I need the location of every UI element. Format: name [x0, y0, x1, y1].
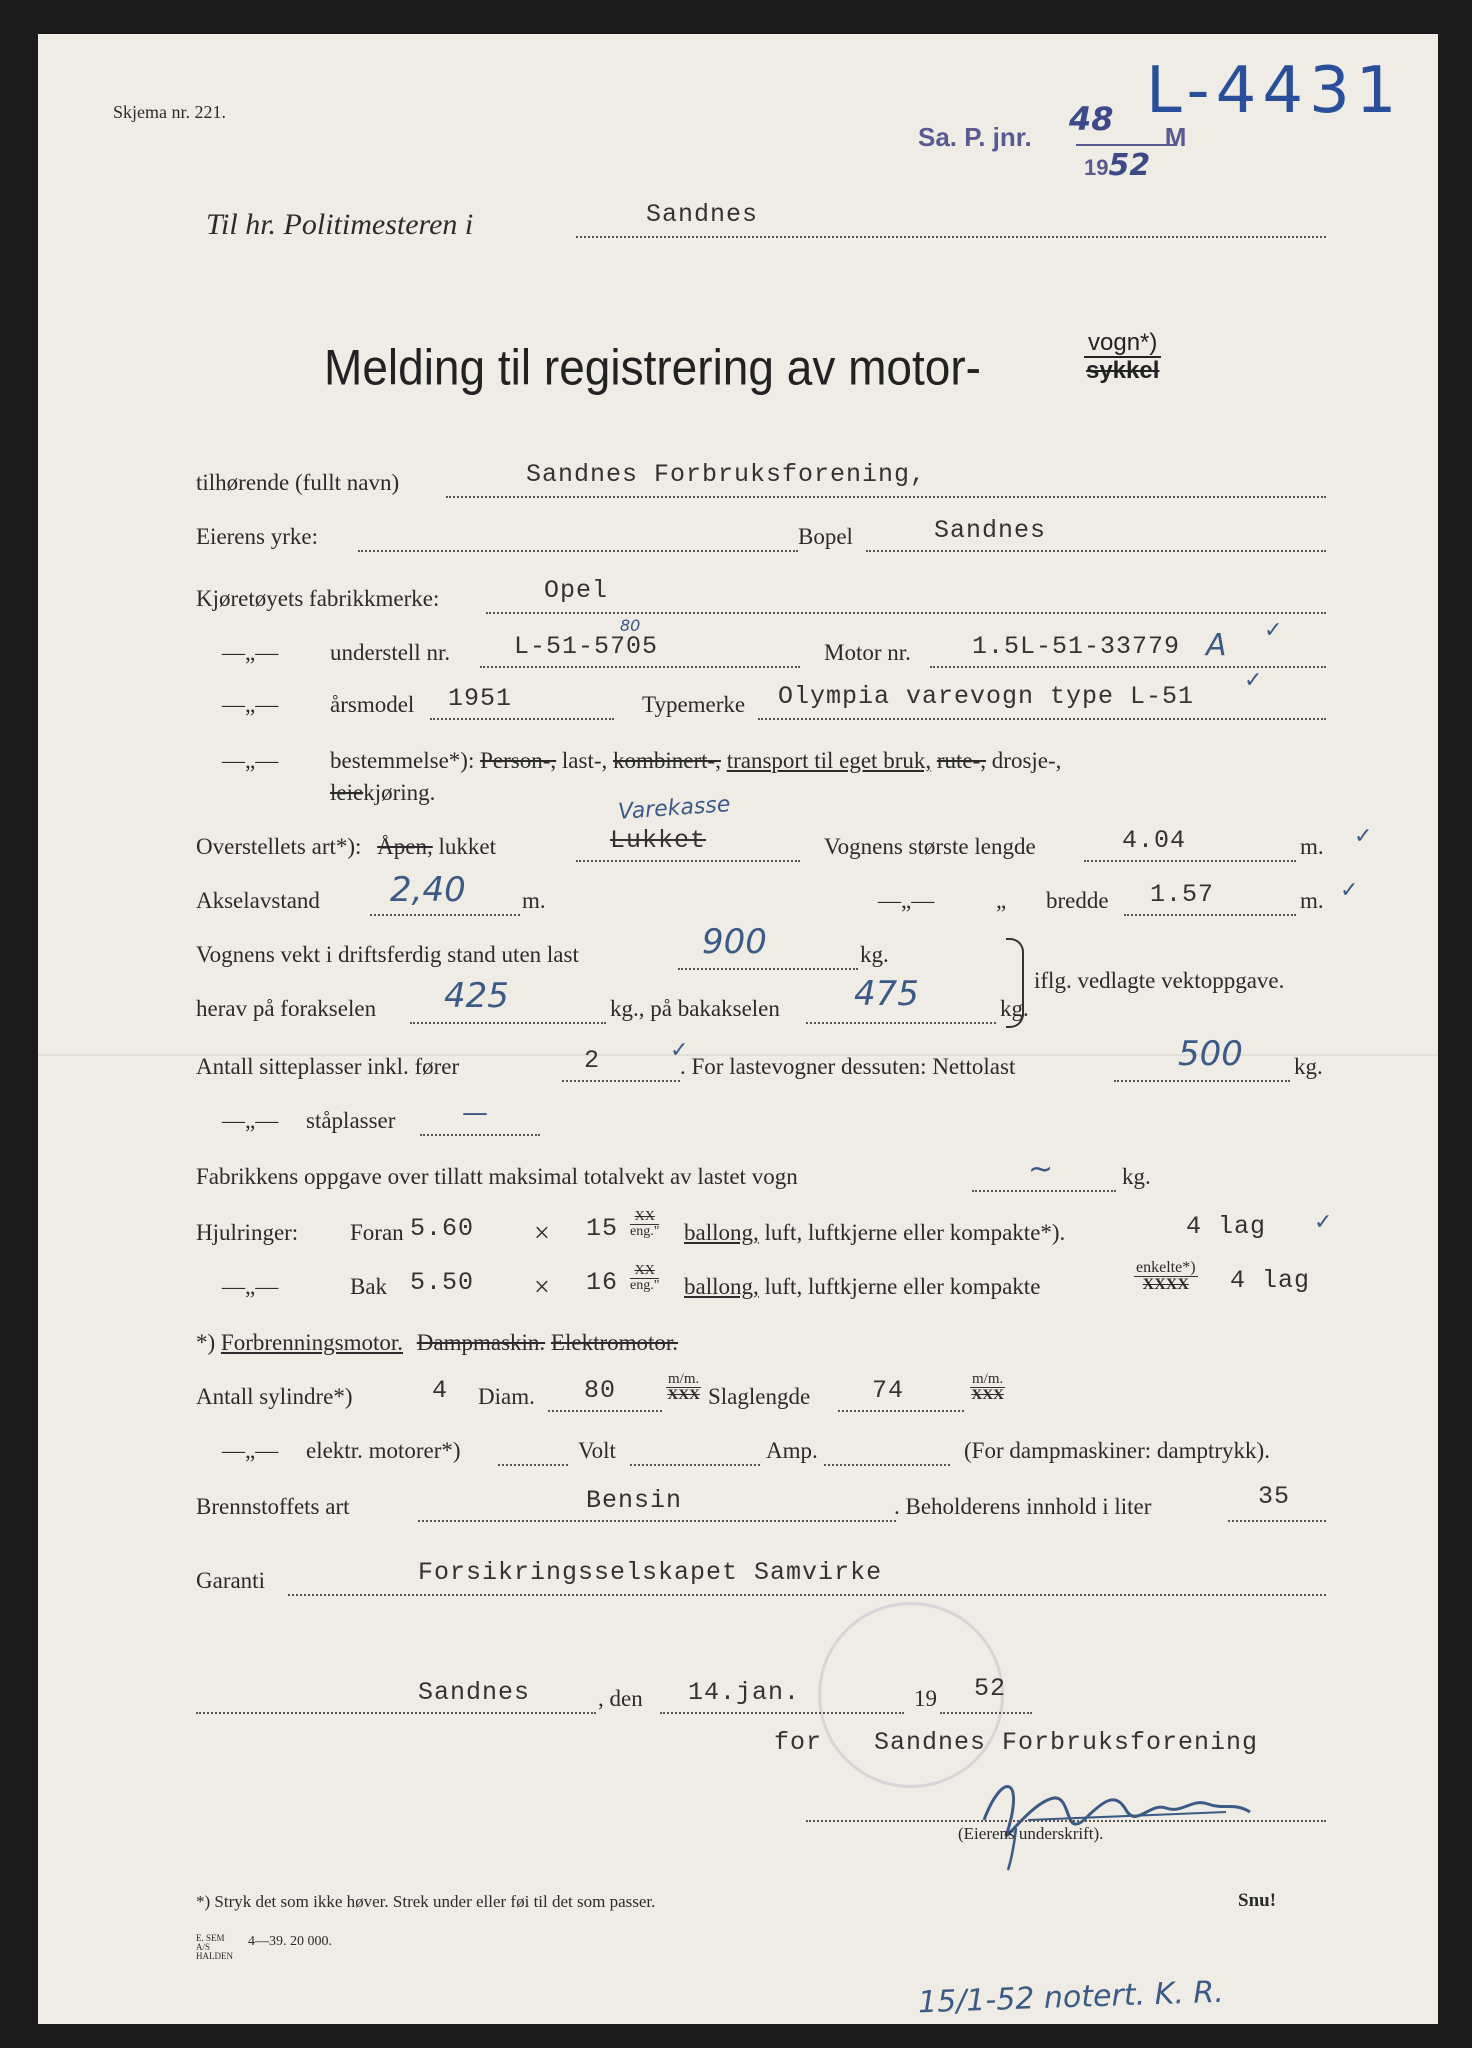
engine-steam: Dampmaskin.	[416, 1330, 546, 1355]
cylinders-label: Antall sylindre*)	[196, 1384, 353, 1409]
tires-rear-size: 5.50	[410, 1268, 475, 1297]
body-value: Lukket	[610, 826, 707, 855]
single-bottom: XXXX	[1142, 1276, 1189, 1293]
max-weight-unit: kg.	[1122, 1164, 1151, 1189]
tank-value: 35	[1258, 1482, 1291, 1511]
purpose-taxi: drosje-,	[991, 748, 1062, 773]
turn-over: Snu!	[1238, 1890, 1277, 1911]
rear-axle-line	[806, 1022, 996, 1024]
ditto-mark-5: —„—	[222, 1108, 279, 1133]
guarantee-value: Forsikringsselskapet Samvirke	[418, 1558, 883, 1587]
owner-name-label: tilhørende (fullt navn)	[196, 470, 400, 495]
type-value: Olympia varevogn type L-51	[778, 682, 1195, 711]
single-top: enkelte*)	[1136, 1259, 1196, 1276]
tires-rear-frac-bottom: eng."	[630, 1278, 660, 1293]
payload-line	[1114, 1080, 1290, 1082]
tires-type-rear	[684, 1274, 1040, 1300]
fuel-value: Bensin	[586, 1486, 683, 1515]
weight-value: 900	[702, 922, 767, 962]
max-weight-line	[972, 1190, 1116, 1192]
front-axle-label: herav på forakselen	[196, 996, 377, 1021]
ditto-mark-4: —„—	[878, 888, 935, 913]
purpose-rental	[330, 780, 435, 806]
title-struck-option: sykkel	[1085, 357, 1160, 385]
body-handwritten: Varekasse	[617, 792, 732, 825]
motor-line	[930, 666, 1326, 668]
stroke-unit-bottom: XXX	[971, 1387, 1004, 1403]
purpose-last: last-,	[561, 748, 608, 773]
engine-type	[196, 1330, 678, 1356]
body-type	[196, 834, 496, 860]
tires-rear-frac-top: XX	[630, 1264, 659, 1279]
amp-line	[824, 1464, 950, 1466]
chassis-label: understell nr.	[330, 640, 451, 665]
year-prefix: 19	[914, 1686, 937, 1711]
guarantee-line	[288, 1594, 1326, 1596]
addressee-label: Til hr. Politimesteren i	[206, 208, 474, 241]
check-mark-icon: ✓	[1314, 1210, 1333, 1235]
signature-date: 14.jan.	[688, 1678, 801, 1707]
purpose-person: Person-,	[480, 748, 557, 773]
tires-rear-label: Bak	[350, 1274, 388, 1299]
fuel-label: Brennstoffets art	[196, 1494, 350, 1519]
tires-front-size: 5.60	[410, 1214, 475, 1243]
ditto-mark-7: —„—	[222, 1438, 279, 1463]
title-vehicle-option: vogn*)	[1084, 330, 1161, 358]
date-line	[660, 1712, 904, 1714]
tires-type-text: luft, luftkjerne eller kompakte*).	[758, 1220, 1066, 1245]
date-label: , den	[598, 1686, 643, 1711]
rear-axle-value: 475	[854, 974, 919, 1014]
times-sign: ×	[534, 1272, 550, 1303]
diameter-unit-bottom: XXX	[667, 1387, 700, 1403]
tires-type-rear-text: luft, luftkjerne eller kompakte	[758, 1274, 1041, 1299]
registration-form	[38, 34, 1438, 2024]
electric-motors-label: elektr. motorer*)	[306, 1438, 461, 1463]
stroke-label: Slaglengde	[708, 1384, 811, 1409]
print-info: 4—39. 20 000.	[248, 1934, 332, 1949]
diameter-unit-top: m/m.	[668, 1371, 700, 1387]
standing-label: ståplasser	[306, 1108, 396, 1133]
check-mark-icon: ✓	[1354, 824, 1373, 849]
purpose-options	[330, 748, 1061, 774]
fuel-line	[418, 1520, 896, 1522]
volt-line	[630, 1464, 760, 1466]
check-mark-icon: ✓	[1264, 618, 1283, 643]
check-mark-icon: ✓	[670, 1038, 689, 1063]
handwritten-note: 15/1-52 notert. K. R.	[917, 1974, 1225, 2021]
axle-value: 2,40	[390, 870, 466, 910]
purpose-transport: transport til eget bruk,	[726, 748, 932, 773]
check-mark-icon: ✓	[1340, 878, 1359, 903]
tires-frac-top: XX	[630, 1210, 659, 1225]
width-value: 1.57	[1150, 880, 1215, 909]
truck-label: . For lastevogner dessuten: Nettolast	[680, 1054, 1016, 1079]
stamp-year	[1084, 148, 1150, 183]
form-number: Skjema nr. 221.	[113, 102, 226, 122]
ditto-mark-1: —„—	[222, 640, 279, 665]
max-weight-label: Fabrikkens oppgave over tillatt maksimal totalvekt av lastet vogn	[196, 1164, 798, 1189]
body-open: Åpen,	[377, 834, 433, 859]
chassis-correction: 80	[620, 616, 641, 635]
cylinders-value: 4	[432, 1376, 449, 1405]
payload-unit: kg.	[1294, 1054, 1323, 1079]
owner-signature	[968, 1752, 1268, 1872]
residence-value: Sandnes	[934, 516, 1047, 545]
front-axle-line	[410, 1022, 606, 1024]
balloon-option: ballong,	[684, 1220, 759, 1245]
length-unit: m.	[1300, 834, 1324, 859]
residence-line	[866, 550, 1326, 552]
title-vehicle-type	[1084, 330, 1161, 385]
make-label: Kjøretøyets fabrikkmerke:	[196, 586, 440, 611]
balloon-option-rear: ballong,	[684, 1274, 759, 1299]
tires-front-unit	[630, 1210, 659, 1239]
tires-type-front	[684, 1220, 1065, 1246]
tires-rear-unit	[630, 1264, 659, 1293]
front-axle-value: 425	[444, 976, 509, 1016]
stamp-number: 48	[1068, 100, 1114, 138]
weight-brace	[1006, 938, 1024, 1028]
width-label: bredde	[1046, 888, 1109, 913]
addressee-line	[576, 236, 1326, 238]
form-title: Melding til registrering av motor-	[324, 338, 982, 396]
width-line	[1124, 914, 1296, 916]
chassis-line	[480, 666, 800, 668]
seats-value: 2	[584, 1046, 601, 1075]
motor-label: Motor nr.	[824, 640, 911, 665]
amp-label: Amp.	[766, 1438, 818, 1463]
standing-line	[420, 1134, 540, 1136]
length-value: 4.04	[1122, 826, 1187, 855]
payload-value: 500	[1178, 1034, 1243, 1074]
for-label: for	[774, 1728, 823, 1757]
signature-line	[806, 1820, 1326, 1822]
ditto-mark-6: —„—	[222, 1274, 279, 1299]
steam-pressure-label: (For dampmaskiner: damptrykk).	[964, 1438, 1270, 1463]
tires-front-ply: 4 lag	[1186, 1212, 1267, 1241]
signature-place: Sandnes	[418, 1678, 531, 1707]
stamp-divider	[1076, 144, 1176, 146]
signature-company: Sandnes Forbruksforening	[874, 1728, 1259, 1757]
max-weight-value: ~	[1028, 1152, 1054, 1187]
engine-type-star: *)	[196, 1330, 216, 1355]
rear-axle-unit: kg.	[1000, 996, 1029, 1021]
occupation-label: Eierens yrke:	[196, 524, 318, 549]
diameter-unit	[666, 1372, 701, 1403]
seats-line	[562, 1080, 680, 1082]
place-line	[196, 1712, 596, 1714]
chassis-value: L-51-5705	[514, 632, 659, 661]
printer-mark: E. SEM A/S HALDEN	[196, 1933, 233, 1961]
diameter-value: 80	[584, 1376, 617, 1405]
owner-name-value: Sandnes Forbruksforening,	[526, 460, 927, 489]
body-label: Overstellets art*):	[196, 834, 362, 859]
motor-suffix: A	[1206, 628, 1227, 663]
times-sign: ×	[534, 1218, 550, 1249]
axle-label: Akselavstand	[196, 888, 320, 913]
engine-combustion: Forbrenningsmotor.	[220, 1330, 404, 1355]
check-mark-icon: ✓	[1244, 668, 1263, 693]
type-line	[758, 718, 1326, 720]
year-label: årsmodel	[330, 692, 415, 717]
stamp-year-value: 52	[1108, 148, 1151, 183]
year-value: 1951	[448, 684, 513, 713]
engine-electric: Elektromotor.	[550, 1330, 679, 1355]
weight-note: iflg. vedlagte vektoppgave.	[1034, 968, 1285, 993]
weight-unit: kg.	[860, 942, 889, 967]
year-line	[430, 718, 614, 720]
stroke-unit	[970, 1372, 1005, 1403]
signature-caption: (Eierens underskrift).	[958, 1824, 1104, 1843]
tank-label: . Beholderens innhold i liter	[894, 1494, 1152, 1519]
stroke-line	[838, 1410, 964, 1412]
seats-label: Antall sitteplasser inkl. fører	[196, 1054, 460, 1079]
stamp-prefix: Sa. P. jnr.	[918, 122, 1032, 152]
weight-label: Vognens vekt i driftsferdig stand uten last	[196, 942, 579, 967]
guarantee-label: Garanti	[196, 1568, 265, 1593]
type-label: Typemerke	[642, 692, 746, 717]
signature-year: 52	[974, 1674, 1007, 1703]
single-tires	[1134, 1260, 1198, 1293]
stroke-value: 74	[872, 1376, 905, 1405]
motor-value: 1.5L-51-33779	[972, 632, 1181, 661]
stamp-year-prefix: 19	[1084, 155, 1109, 180]
tires-rear-ply: 4 lag	[1230, 1266, 1311, 1295]
tank-line	[1228, 1520, 1326, 1522]
axle-unit: m.	[522, 888, 546, 913]
addressee-value: Sandnes	[646, 200, 759, 229]
tires-frac-bottom: eng."	[630, 1224, 660, 1239]
body-line	[576, 860, 800, 862]
length-line	[1084, 860, 1296, 862]
ditto-mark-3: —„—	[222, 748, 279, 773]
registration-number: L-4431	[1146, 54, 1403, 128]
make-value: Opel	[544, 576, 609, 605]
weight-line	[678, 968, 858, 970]
stamp-suffix: M	[1164, 122, 1187, 152]
ditto-mark-2: —„—	[222, 692, 279, 717]
electric-motors-line	[498, 1464, 568, 1466]
axle-line	[370, 914, 520, 916]
body-closed: lukket	[438, 834, 496, 859]
width-quote: „	[996, 888, 1007, 913]
purpose-rental-suffix: kjøring.	[363, 780, 436, 805]
purpose-route: rute-,	[936, 748, 987, 773]
diameter-line	[548, 1410, 662, 1412]
tires-label: Hjulringer:	[196, 1220, 299, 1245]
tires-front-rim: 15	[586, 1214, 619, 1243]
stroke-unit-top: m/m.	[972, 1371, 1004, 1387]
standing-value: —	[462, 1098, 488, 1128]
volt-label: Volt	[578, 1438, 616, 1463]
occupation-line	[358, 550, 798, 552]
purpose-label: bestemmelse*):	[330, 748, 475, 773]
diameter-label: Diam.	[478, 1384, 535, 1409]
width-unit: m.	[1300, 888, 1324, 913]
residence-label: Bopel	[798, 524, 853, 549]
rear-axle-label: kg., på bakakselen	[610, 996, 780, 1021]
length-label: Vognens største lengde	[824, 834, 1036, 859]
tires-front-label: Foran	[350, 1220, 404, 1245]
make-line	[486, 612, 1326, 614]
year-line-sign	[940, 1712, 1032, 1714]
footer-note: *) Stryk det som ikke høver. Strek under eller føi til det som passer.	[196, 1892, 656, 1911]
tires-rear-rim: 16	[586, 1268, 619, 1297]
purpose-combined: kombinert-,	[613, 748, 721, 773]
purpose-rental-prefix: leie	[330, 780, 364, 805]
owner-name-line	[446, 496, 1326, 498]
